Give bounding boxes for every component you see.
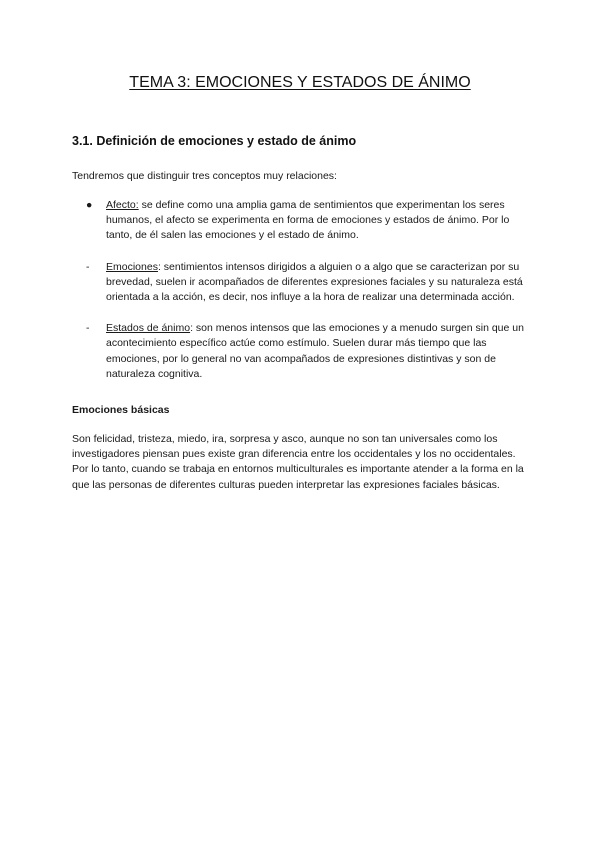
bullet-marker: ● — [86, 199, 93, 211]
list-item-emociones — [72, 260, 532, 306]
term-emociones: Emociones — [106, 260, 158, 273]
definition-emociones: : sentimientos intensos dirigidos a alguien o a algo que se caracterizan por su brevedad, suelen ir acompañados de diferentes expresiones faciales y su naturaleza está orientada a la acción, es decir, nos influye a la hora de realizar una determinada acción. — [106, 260, 523, 304]
list-item-estados-de-animo — [72, 321, 532, 382]
page-title: TEMA 3: EMOCIONES Y ESTADOS DE ÁNIMO — [129, 74, 471, 91]
definition-estados-de-animo: : son menos intensos que las emociones y a menudo surgen sin que un acontecimiento específico actúe como estímulo. Suelen durar más tiempo que las emociones, por lo general no van acompañados de expresiones distintivas y son de naturaleza cognitiva. — [106, 322, 524, 380]
definition-afecto: se define como una amplia gama de sentimientos que experimentan los seres humanos, el afecto se experimenta en forma de emociones y estados de ánimo. Por lo tanto, de él salen las emociones y el estado de ánimo. — [106, 199, 510, 242]
sub-heading-emociones-basicas: Emociones básicas — [72, 404, 170, 416]
intro-text: Tendremos que distinguir tres conceptos muy relaciones: — [72, 170, 337, 182]
section-heading: 3.1. Definición de emociones y estado de ánimo — [72, 134, 357, 148]
paragraph-emociones-basicas: Son felicidad, tristeza, miedo, ira, sorpresa y asco, aunque no son tan universales como los investigadores piensan pues existe gran diferencia entre los occidentales y los no occidentales. Por lo tanto, cuando se trabaja en entornos multiculturales es importante atender a la forma en la que las personas de diferentes culturas pueden interpretar las expresiones faciales básicas. — [72, 433, 524, 491]
dash-marker: - — [86, 322, 90, 335]
term-estados-de-animo: Estados de ánimo — [106, 322, 191, 335]
term-afecto: Afecto: — [106, 199, 139, 211]
list-item-afecto — [72, 198, 532, 244]
concept-list — [72, 198, 532, 398]
dash-marker: - — [86, 260, 90, 273]
